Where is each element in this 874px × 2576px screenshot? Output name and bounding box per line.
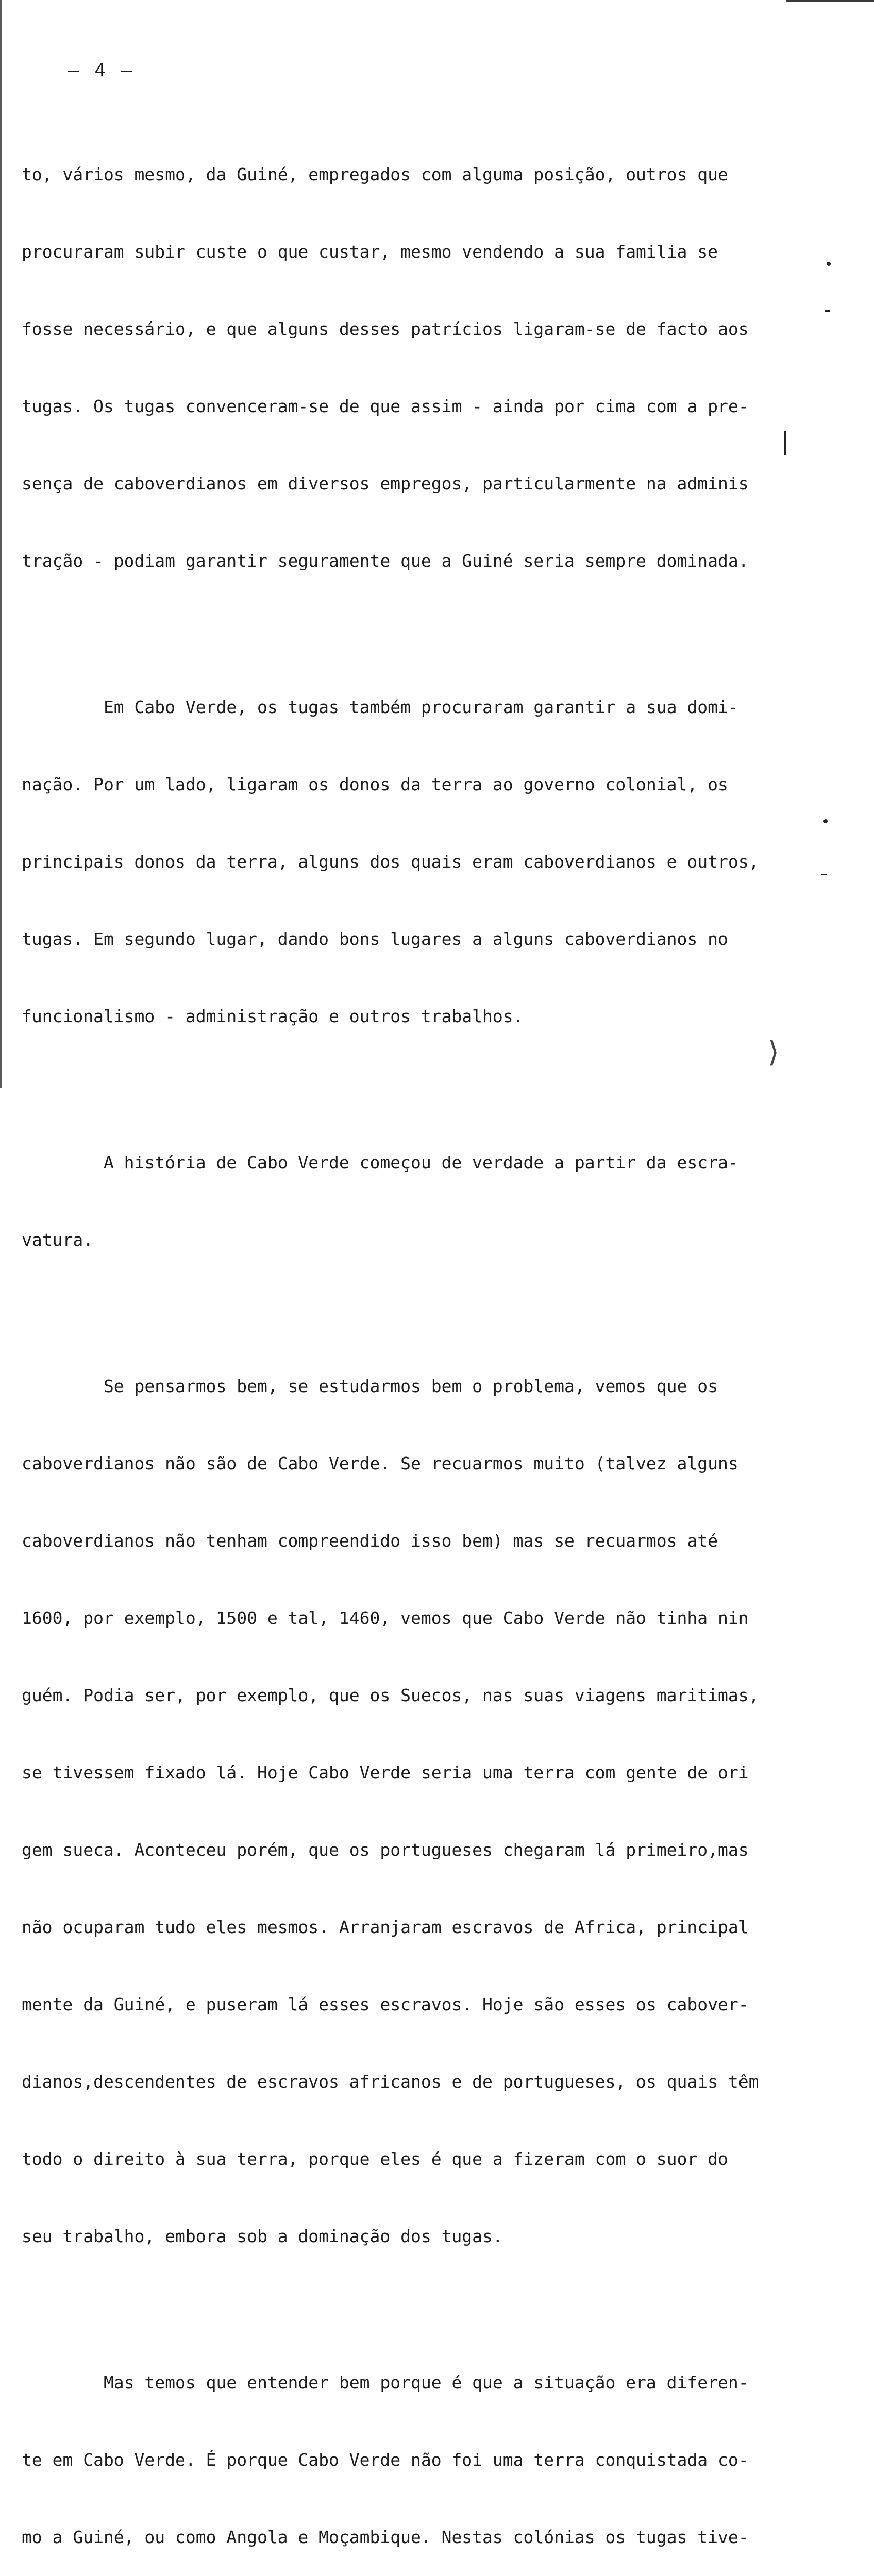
page-number: – 4 – bbox=[68, 60, 135, 81]
paragraph-1 bbox=[22, 110, 784, 625]
text-line: caboverdianos não tenham compreendido isso bem) mas se recuarmos até bbox=[22, 1531, 718, 1551]
text-line: funcionalismo - administração e outros trabalhos. bbox=[22, 1006, 524, 1026]
text-line: to, vários mesmo, da Guiné, empregados com alguma posição, outros que bbox=[22, 164, 728, 184]
text-line: Em Cabo Verde, os tugas também procuraram garantir a sua domi- bbox=[22, 697, 738, 717]
text-line: tugas. Os tugas convenceram-se de que assim - ainda por cima com a pre- bbox=[22, 396, 749, 416]
text-line: mente da Guiné, e puseram lá esses escravos. Hoje são esses os cabover- bbox=[22, 1994, 749, 2014]
paragraph-2 bbox=[22, 643, 784, 1081]
margin-dot-mark bbox=[827, 262, 831, 266]
paragraph-gap bbox=[22, 625, 784, 643]
paragraph-gap bbox=[22, 1081, 784, 1098]
margin-bar-mark bbox=[784, 431, 786, 455]
paragraph-gap bbox=[22, 2301, 784, 2318]
margin-dash-mark bbox=[825, 310, 830, 312]
text-line: Mas temos que entender bem porque é que a situação era diferen- bbox=[22, 2372, 749, 2393]
text-line: te em Cabo Verde. É porque Cabo Verde não foi uma terra conquistada co- bbox=[22, 2450, 749, 2470]
paragraph-4 bbox=[22, 1322, 784, 2301]
text-line: nação. Por um lado, ligaram os donos da terra ao governo colonial, os bbox=[22, 774, 728, 794]
text-line: principais donos da terra, alguns dos quais eram caboverdianos e outros, bbox=[22, 852, 759, 872]
text-line: tração - podiam garantir seguramente que a Guiné seria sempre dominada. bbox=[22, 551, 749, 571]
text-line: fosse necessário, e que alguns desses patrícios ligaram-se de facto aos bbox=[22, 319, 749, 339]
text-line: caboverdianos não são de Cabo Verde. Se recuarmos muito (talvez alguns bbox=[22, 1453, 738, 1473]
text-line: gem sueca. Aconteceu porém, que os portugueses chegaram lá primeiro,mas bbox=[22, 1840, 749, 1860]
margin-paren-mark: ⟩ bbox=[768, 1036, 779, 1069]
margin-dot-mark bbox=[823, 819, 828, 823]
paragraph-5 bbox=[22, 2318, 784, 2576]
body-text bbox=[22, 110, 784, 2576]
text-line: não ocuparam tudo eles mesmos. Arranjaram escravos de Africa, principal bbox=[22, 1917, 749, 1937]
text-line: guém. Podia ser, por exemplo, que os Suecos, nas suas viagens maritimas, bbox=[22, 1685, 759, 1705]
text-line: Se pensarmos bem, se estudarmos bem o problema, vemos que os bbox=[22, 1376, 718, 1396]
text-line: A história de Cabo Verde começou de verdade a partir da escra- bbox=[22, 1153, 738, 1173]
text-line: mo a Guiné, ou como Angola e Moçambique. Nestas colónias os tugas tive- bbox=[22, 2527, 749, 2547]
text-line: sença de caboverdianos em diversos empregos, particularmente na adminis bbox=[22, 473, 749, 494]
page-left-edge bbox=[0, 0, 2, 1088]
text-line: procuraram subir custe o que custar, mesmo vendendo a sua familia se bbox=[22, 242, 718, 262]
text-line: 1600, por exemplo, 1500 e tal, 1460, vemos que Cabo Verde não tinha nin bbox=[22, 1608, 749, 1628]
text-line: vatura. bbox=[22, 1230, 94, 1250]
margin-dash-mark bbox=[821, 874, 827, 875]
text-line: seu trabalho, embora sob a dominação dos tugas. bbox=[22, 2226, 503, 2246]
page-top-edge bbox=[786, 0, 874, 2]
text-line: se tivessem fixado lá. Hoje Cabo Verde seria uma terra com gente de ori bbox=[22, 1762, 749, 1783]
paragraph-3 bbox=[22, 1098, 784, 1304]
text-line: tugas. Em segundo lugar, dando bons lugares a alguns caboverdianos no bbox=[22, 929, 728, 949]
text-line: todo o direito à sua terra, porque eles é que a fizeram com o suor do bbox=[22, 2149, 728, 2169]
text-line: dianos,descendentes de escravos africanos e de portugueses, os quais têm bbox=[22, 2072, 759, 2092]
paragraph-gap bbox=[22, 1304, 784, 1322]
